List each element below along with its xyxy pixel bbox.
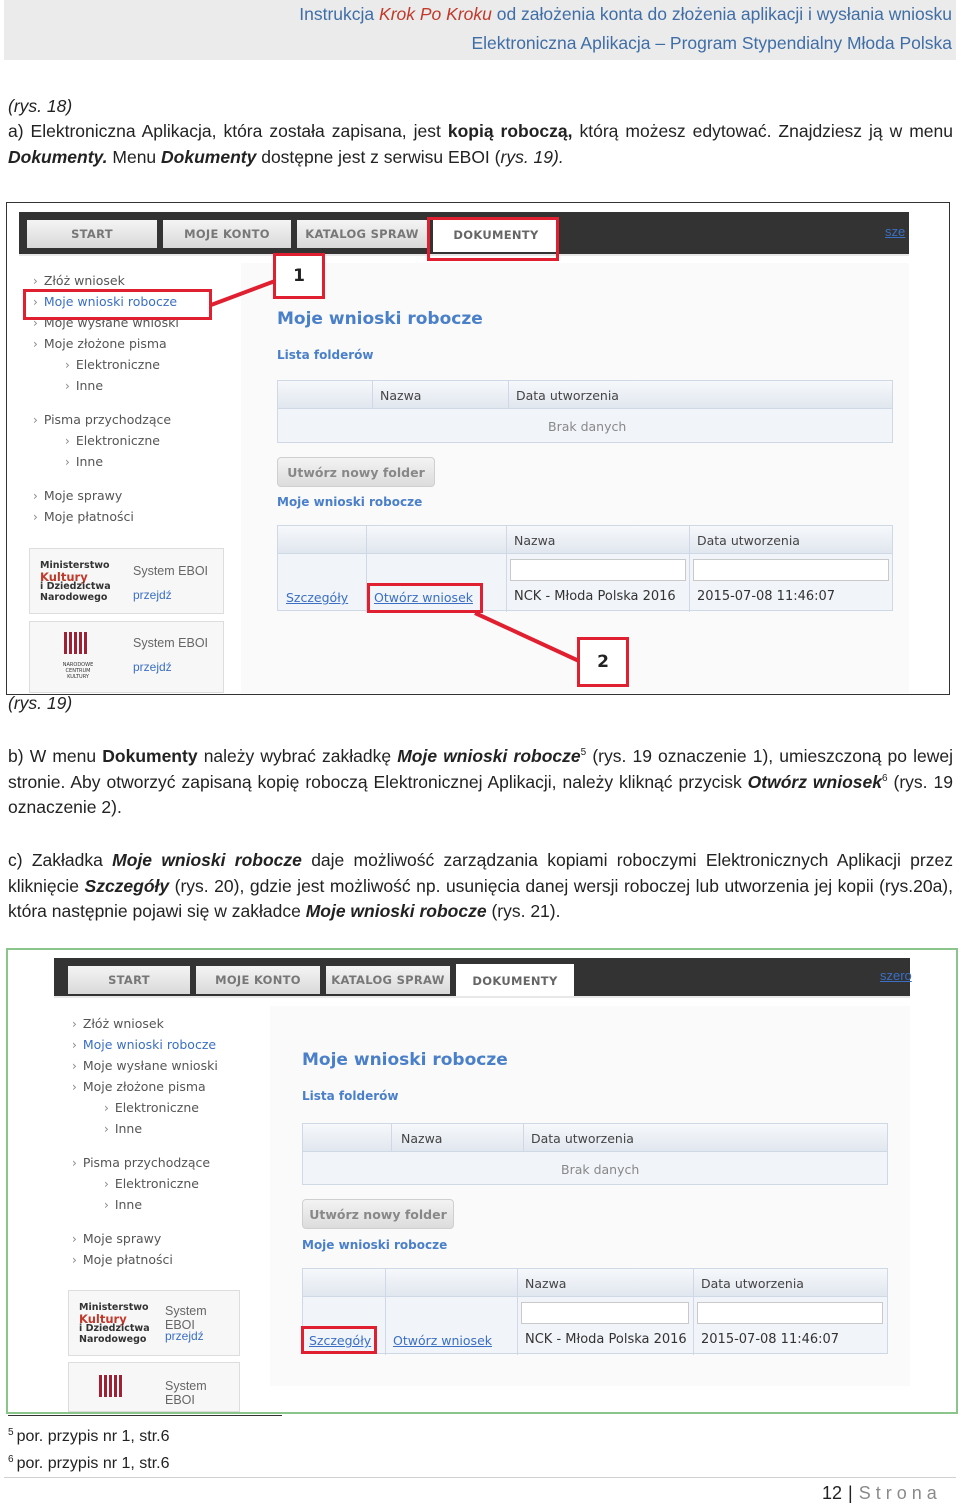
details-link[interactable]: Szczegóły — [286, 590, 349, 605]
footnote-5: $^5$ por. przypis nr 1, str.6 — [8, 1426, 170, 1445]
open-application-link-2[interactable]: Otwórz wniosek — [393, 1333, 492, 1348]
sidebar-item-moje-wyslane-wnioski-2[interactable]: › Moje wysłane wnioski — [72, 1058, 218, 1073]
arrow-1 — [211, 281, 275, 305]
marker-2: 2 — [577, 637, 629, 687]
sidebar-item-moje-platnosci[interactable]: › Moje płatności — [33, 509, 134, 524]
paragraph-b: b) W menu Dokumenty należy wybrać zakładkę Moje wnioski robocze$^5$ (rys. 19 oznaczenie 1), umieszczoną po lewej stronie. Aby otworzyć zapisaną kopię roboczą Elektronicznej Aplikacji, należy kliknąć przycisk Otwórz wniosek$^6$ (rys. 19 oznaczenie 2). — [8, 746, 954, 817]
nck-logo-icon-2 — [99, 1375, 123, 1397]
drafts-title: Moje wnioski robocze — [277, 495, 423, 509]
col-sep — [693, 1269, 694, 1355]
sidebar-item-moje-wnioski-robocze[interactable]: › Moje wnioski robocze — [33, 294, 177, 309]
sidebar-item-moje-zlozone-pisma[interactable]: › Moje złożone pisma — [33, 336, 167, 351]
tab-dokumenty[interactable]: DOKUMENTY — [433, 218, 559, 252]
open-application-link[interactable]: Otwórz wniosek — [374, 590, 473, 605]
paragraph-c: c) Zakładka Moje wnioski robocze daje możliwość zarządzania kopiami roboczymi Elektronicznych Aplikacji przez kliknięcie Szczegóły (rys. 20), gdzie jest możliwość np. usunięcia danej wersji roboczej lub utworzenia jej kopii (rys.20a), która następnie pojawi się w zakładce Moje wnioski robocze (rys. 21). — [8, 850, 953, 921]
sidebar-item-inne-3[interactable]: › Inne — [104, 1121, 142, 1136]
sidebar-item-moje-sprawy[interactable]: › Moje sprawy — [33, 488, 122, 503]
sidebar-item-moje-platnosci-2[interactable]: › Moje płatności — [72, 1252, 173, 1267]
col-header-date-2[interactable]: Data utworzenia — [697, 533, 800, 548]
header-line-1: Instrukcja Krok Po Kroku od założenia konta do złożenia aplikacji i wysłania wniosku — [299, 4, 952, 24]
system-eboi-label-2: System EBOI — [133, 636, 209, 650]
sidebar-item-moje-sprawy-2[interactable]: › Moje sprawy — [72, 1231, 161, 1246]
sidebar-item-inne-2[interactable]: › Inne — [65, 454, 103, 469]
marker-1: 1 — [273, 253, 325, 299]
col-header-name-4[interactable]: Nazwa — [525, 1276, 567, 1291]
sidebar-item-moje-wyslane-wnioski[interactable]: › Moje wysłane wnioski — [33, 315, 179, 330]
empty-state-2: Brak danych — [561, 1162, 640, 1177]
arrow-2 — [475, 613, 579, 661]
new-folder-button[interactable]: Utwórz nowy folder — [277, 457, 435, 487]
details-link-2[interactable]: Szczegóły — [309, 1333, 372, 1348]
footnote-6: $^6$ por. przypis nr 1, str.6 — [8, 1453, 170, 1472]
filter-date-input-2[interactable] — [697, 1302, 883, 1324]
highlight-sidebar-robocze — [23, 289, 212, 320]
highlight-details — [301, 1326, 377, 1354]
footnote-separator — [8, 1415, 282, 1416]
go-link-3[interactable]: przejdź — [165, 1329, 204, 1343]
sidebar-item-elektroniczne-4[interactable]: › Elektroniczne — [104, 1176, 199, 1191]
nck-logo-text: NARODOWE CENTRUM KULTURY — [62, 662, 94, 680]
system-eboi-label-4: System EBOI — [165, 1379, 207, 1407]
col-header-name[interactable]: Nazwa — [380, 388, 422, 403]
header-line-2: Elektroniczna Aplikacja – Program Stypendialny Młoda Polska — [471, 33, 952, 53]
caption-rys-18: (rys. 18) — [8, 96, 73, 116]
draft-date-cell-2: 2015-07-08 11:46:07 — [701, 1332, 840, 1347]
figure-rys-20 — [6, 948, 958, 1414]
tab-katalog-spraw[interactable]: KATALOG SPRAW — [297, 220, 427, 248]
sidebar-item-moje-wnioski-robocze-2[interactable]: › Moje wnioski robocze — [72, 1037, 216, 1052]
col-sep — [385, 1269, 386, 1355]
sidebar-item-pisma-przychodzace-2[interactable]: › Pisma przychodzące — [72, 1155, 210, 1170]
ministry-logo: Ministerstwo Kultury i Dziedzictwa Narodowego — [40, 560, 111, 603]
empty-state: Brak danych — [548, 419, 627, 434]
nav-divider-2 — [54, 996, 910, 998]
nck-logo-card-2[interactable] — [68, 1362, 240, 1412]
tab-start-2[interactable]: START — [68, 966, 190, 994]
ministry-logo-2: Ministerstwo Kultury i Dziedzictwa Narodowego — [79, 1302, 150, 1345]
tab-moje-konto-2[interactable]: MOJE KONTO — [196, 966, 320, 994]
header-emphasis: Krok Po Kroku — [379, 4, 492, 24]
col-sep — [391, 1124, 392, 1152]
system-eboi-label: System EBOI — [133, 564, 209, 578]
col-header-date-3[interactable]: Data utworzenia — [531, 1131, 634, 1146]
page-title: Moje wnioski robocze — [277, 309, 483, 329]
search-link[interactable]: sze — [885, 224, 906, 239]
draft-date-cell: 2015-07-08 11:46:07 — [697, 589, 836, 604]
sidebar-item-elektroniczne[interactable]: › Elektroniczne — [65, 357, 160, 372]
tab-start[interactable]: START — [27, 220, 157, 248]
system-eboi-label-3: System EBOI — [165, 1304, 207, 1332]
folders-list-title-2: Lista folderów — [302, 1089, 399, 1103]
ministry-logo-card-2[interactable] — [68, 1290, 240, 1356]
filter-name-input-2[interactable] — [521, 1302, 689, 1324]
page-header — [4, 0, 956, 60]
sidebar-item-pisma-przychodzace[interactable]: › Pisma przychodzące — [33, 412, 171, 427]
highlight-open-application — [367, 583, 483, 613]
drafts-table-2 — [302, 1268, 888, 1354]
sidebar-item-inne[interactable]: › Inne — [65, 378, 103, 393]
sidebar-item-zloz-wniosek-2[interactable]: › Złóż wniosek — [72, 1016, 164, 1031]
go-link[interactable]: przejdź — [133, 588, 172, 602]
footer-rule — [4, 1477, 956, 1478]
new-folder-button-2[interactable]: Utwórz nowy folder — [302, 1199, 454, 1229]
figure-rys-19 — [6, 202, 950, 695]
col-header-name-3[interactable]: Nazwa — [401, 1131, 443, 1146]
eboi-top-nav-2 — [54, 958, 910, 996]
paragraph-a: a) Elektroniczna Aplikacja, która została zapisana, jest kopią roboczą, którą możesz edytować. Znajdziesz ją w menu Dokumenty. Menu Dokumenty dostępne jest z serwisu EBOI (rys. 19). — [8, 121, 954, 167]
draft-name-cell-2: NCK - Młoda Polska 2016 — [525, 1332, 687, 1347]
draft-name-cell: NCK - Młoda Polska 2016 — [514, 589, 676, 604]
tab-moje-konto[interactable]: MOJE KONTO — [163, 220, 291, 248]
tab-dokumenty-2[interactable]: DOKUMENTY — [456, 964, 574, 998]
caption-rys-19: (rys. 19) — [8, 693, 73, 713]
go-link-2[interactable]: przejdź — [133, 660, 172, 674]
page-title-2: Moje wnioski robocze — [302, 1050, 508, 1070]
page-number: 12 | Strona — [822, 1483, 942, 1503]
folders-list-title: Lista folderów — [277, 348, 374, 362]
highlight-tab-dokumenty — [427, 217, 559, 261]
sidebar-item-zloz-wniosek[interactable]: › Złóż wniosek — [33, 273, 125, 288]
sidebar-item-elektroniczne-3[interactable]: › Elektroniczne — [104, 1100, 199, 1115]
col-sep — [517, 1269, 518, 1355]
annotation-arrows — [7, 203, 950, 695]
search-link-2[interactable]: szero — [880, 968, 912, 983]
sidebar-item-moje-zlozone-pisma-2[interactable]: › Moje złożone pisma — [72, 1079, 206, 1094]
sidebar-item-inne-4[interactable]: › Inne — [104, 1197, 142, 1212]
folders-table-2 — [302, 1123, 888, 1185]
col-header-date-4[interactable]: Data utworzenia — [701, 1276, 804, 1291]
sidebar-item-elektroniczne-2[interactable]: › Elektroniczne — [65, 433, 160, 448]
drafts-title-2: Moje wnioski robocze — [302, 1238, 448, 1252]
col-header-date[interactable]: Data utworzenia — [516, 388, 619, 403]
tab-katalog-spraw-2[interactable]: KATALOG SPRAW — [326, 966, 450, 994]
col-header-name-2[interactable]: Nazwa — [514, 533, 556, 548]
col-sep — [523, 1124, 524, 1152]
sidebar-menu-2 — [72, 1016, 272, 1276]
